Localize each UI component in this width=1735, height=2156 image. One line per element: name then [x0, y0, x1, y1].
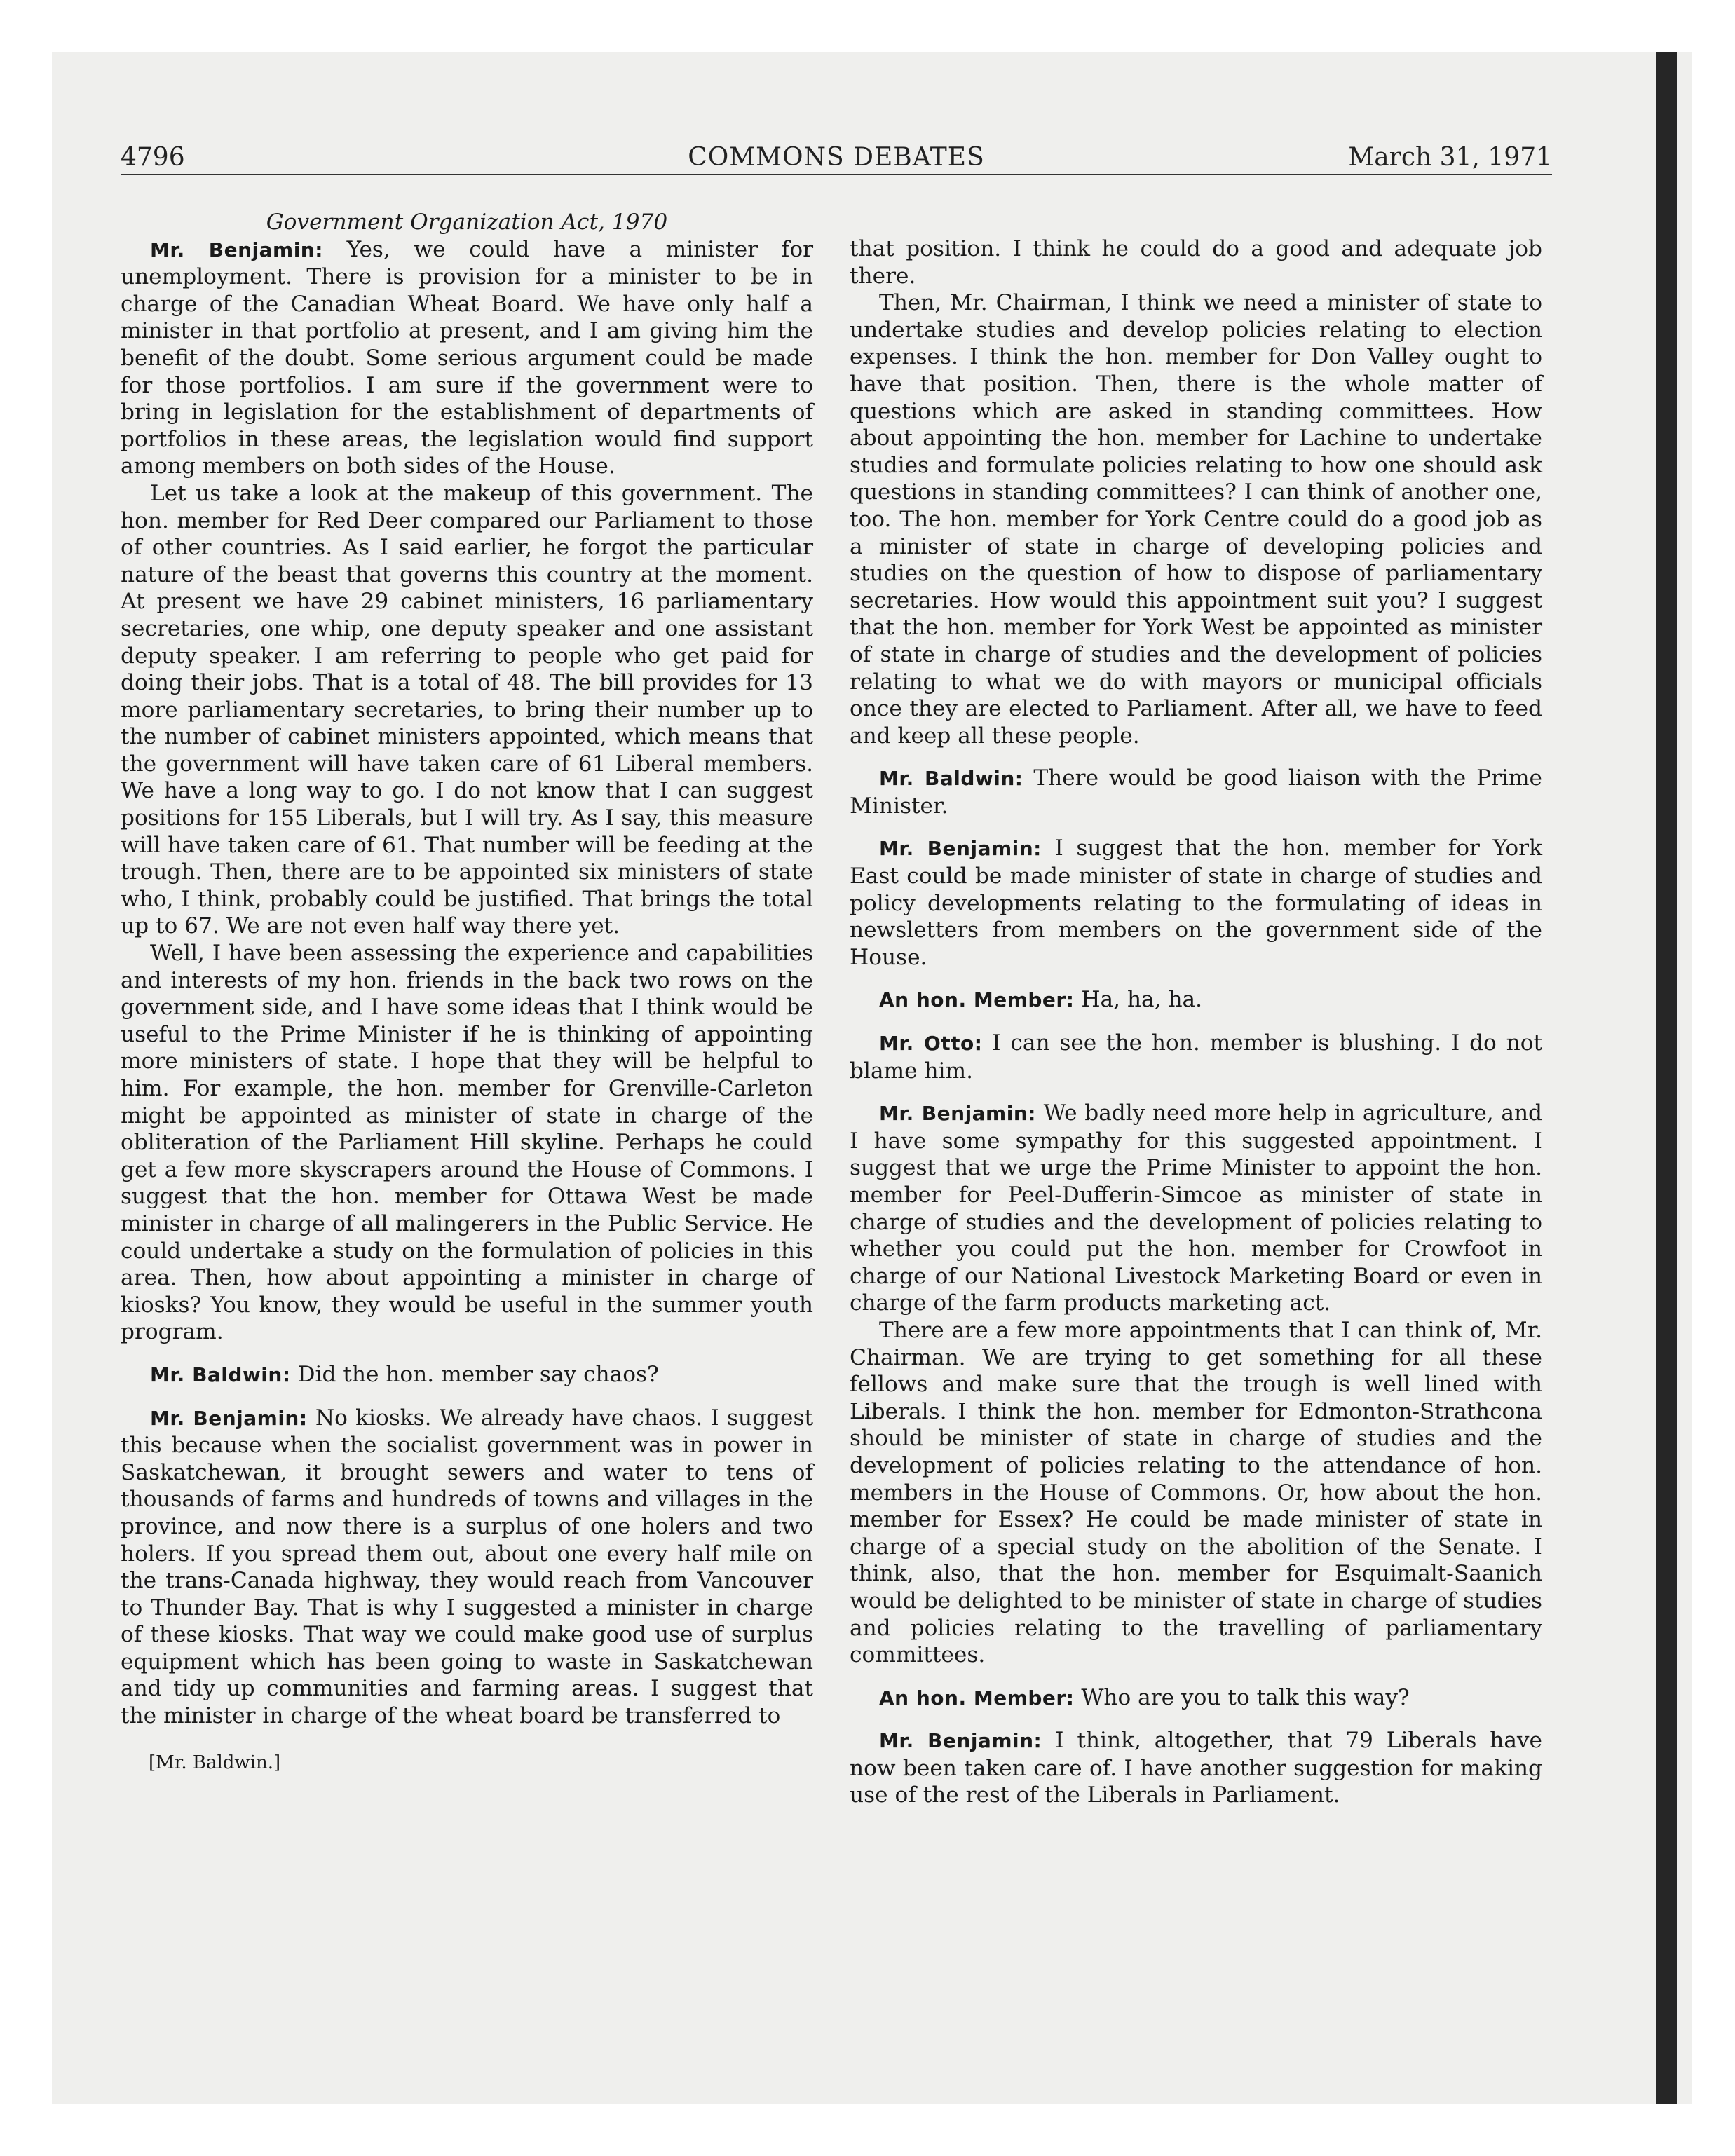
- paragraph: [850, 1727, 1542, 1809]
- paragraph: [850, 765, 1542, 819]
- paragraph: There are a few more appointments that I can think of, Mr. Chairman. We are trying to get something for all these fellows and make sure that the trough is well lined with Liberals. I think the hon. member for Edmonton-Strathcona should be minister of state in charge of studies and the development of policies relating to the attendance of hon. members in the House of Commons. Or, how about the hon. member for Essex? He could be made minister of state in charge of a special study on the abolition of the Senate. I think, also, that the hon. member for Esquimalt-Saanich would be delighted to be minister of state in charge of studies and policies relating to the travelling of parliamentary committees.: [850, 1317, 1542, 1668]
- section-title: Government Organization Act, 1970: [266, 210, 668, 235]
- paragraph: that position. I think he could do a good and adequate job there.: [850, 236, 1542, 289]
- speech-text: Who are you to talk this way?: [1081, 1684, 1410, 1710]
- speaker-name: Mr. Benjamin:: [879, 1729, 1042, 1753]
- speech-text: Yes, we could have a minister for unemployment. There is provision for a minister to be in charge of the Canadian Wheat Board. We have only half a minister in that portfolio at present, and I am giving him the benefit of the doubt. Some serious argument could be made for those portfolios. I am sure if the government were to bring in legislation for the establishment of departments of portfolios in these areas, the legislation would find support among members on both sides of the House.: [121, 236, 814, 479]
- speaker-footnote: [Mr. Baldwin.]: [149, 1752, 281, 1773]
- speech-text: I think, altogether, that 79 Liberals have now been taken care of. I have another suggestion for making use of the rest of the Liberals in Parliament.: [850, 1728, 1542, 1808]
- speech-text: We badly need more help in agriculture, and I have some sympathy for this suggested appointment. I suggest that we urge the Prime Minister to appoint the hon. member for Peel-Dufferin-Simcoe as minister of state in charge of studies and the development of policies relating to whether you could put the hon. member for Crowfoot in charge of our National Livestock Marketing Board or even in charge of the farm products marketing act.: [850, 1100, 1542, 1316]
- speech-text: I suggest that the hon. member for York East could be made minister of state in charge of studies and policy developments relating to the formulating of ideas in newsletters from members on the government side of the House.: [850, 835, 1542, 970]
- page-number: 4796: [121, 143, 185, 172]
- paragraph: [850, 835, 1542, 971]
- paragraph: [121, 1361, 813, 1389]
- scan-edge-shadow: [1656, 52, 1677, 2104]
- speaker-name: Mr. Benjamin:: [879, 837, 1042, 861]
- paragraph: Well, I have been assessing the experience and capabilities and interests of my hon. friends in the back two rows on the government side, and I have some ideas that I think would be useful to the Prime Minister if he is thinking of appointing more ministers of state. I hope that they will be helpful to him. For example, the hon. member for Grenville-Carleton might be appointed as minister of state in charge of the obliteration of the Parliament Hill skyline. Perhaps he could get a few more skyscrapers around the House of Commons. I suggest that the hon. member for Ottawa West be made minister in charge of all malingerers in the Public Service. He could undertake a study on the formulation of policies in this area. Then, how about appointing a minister in charge of kiosks? You know, they would be useful in the summer youth program.: [121, 941, 813, 1345]
- paragraph: [850, 986, 1542, 1014]
- speaker-name: Mr. Benjamin:: [150, 238, 323, 261]
- right-column: [850, 236, 1542, 1809]
- issue-date: March 31, 1971: [1348, 143, 1552, 172]
- speaker-name: Mr. Benjamin:: [150, 1406, 308, 1430]
- speech-text: No kiosks. We already have chaos. I suggest this because when the socialist government was in power in Saskatchewan, it brought sewers and water to tens of thousands of farms and hundreds of towns and villages in the province, and now there is a surplus of one holers and two holers. If you spread them out, about one every half mile on the trans-Canada highway, they would reach from Vancouver to Thunder Bay. That is why I suggested a minister in charge of these kiosks. That way we could make good use of surplus equipment which has been going to waste in Saskatchewan and tidy up communities and farming areas. I suggest that the minister in charge of the wheat board be transferred to: [121, 1405, 814, 1729]
- speaker-name: Mr. Benjamin:: [879, 1102, 1036, 1126]
- speaker-name: An hon. Member:: [879, 1686, 1075, 1710]
- speaker-name: Mr. Baldwin:: [150, 1363, 291, 1386]
- paragraph: [850, 1100, 1542, 1317]
- paragraph: Then, Mr. Chairman, I think we need a minister of state to undertake studies and develop policies relating to election expenses. I think the hon. member for Don Valley ought to have that position. Then, there is the whole matter of questions which are asked in standing committees. How about appointing the hon. member for Lachine to undertake studies and formulate policies relating to how one should ask questions in standing committees? I can think of another one, too. The hon. member for York Centre could do a good job as a minister of state in charge of developing policies and studies on the question of how to dispose of parliamentary secretaries. How would this appointment suit you? I suggest that the hon. member for York West be appointed as minister of state in charge of studies and the development of policies relating to what we do with mayors or municipal officials once they are elected to Parliament. After all, we have to feed and keep all these people.: [850, 290, 1542, 749]
- speaker-name: Mr. Baldwin:: [879, 767, 1023, 791]
- left-column: [121, 209, 813, 1794]
- journal-title: COMMONS DEBATES: [688, 143, 985, 172]
- paragraph: [850, 1030, 1542, 1084]
- header-rule: [121, 174, 1552, 175]
- page-header: [121, 143, 1552, 177]
- speaker-name: Mr. Otto:: [879, 1032, 983, 1056]
- speech-text: Ha, ha, ha.: [1081, 987, 1203, 1013]
- speech-text: There would be good liaison with the Prime Minister.: [850, 765, 1542, 819]
- speech-text: Did the hon. member say chaos?: [297, 1361, 659, 1387]
- paragraph: [121, 1405, 813, 1730]
- paragraph: [850, 1684, 1542, 1712]
- speaker-name: An hon. Member:: [879, 988, 1075, 1012]
- speech-text: I can see the hon. member is blushing. I do not blame him.: [850, 1030, 1543, 1084]
- paragraph: Let us take a look at the makeup of this government. The hon. member for Red Deer compared our Parliament to those of other countries. As I said earlier, he forgot the particular nature of the beast that governs this country at the moment. At present we have 29 cabinet ministers, 16 parliamentary secretaries, one whip, one deputy speaker and one assistant deputy speaker. I am referring to people who get paid for doing their jobs. That is a total of 48. The bill provides for 13 more parliamentary secretaries, to bring their number up to the number of cabinet ministers appointed, which means that the government will have taken care of 61 Liberal members. We have a long way to go. I do not know that I can suggest positions for 155 Liberals, but I will try. As I say, this measure will have taken care of 61. That number will be feeding at the trough. Then, there are to be appointed six ministers of state who, I think, probably could be justified. That brings the total up to 67. We are not even half way there yet.: [121, 480, 813, 939]
- paragraph: [121, 236, 813, 480]
